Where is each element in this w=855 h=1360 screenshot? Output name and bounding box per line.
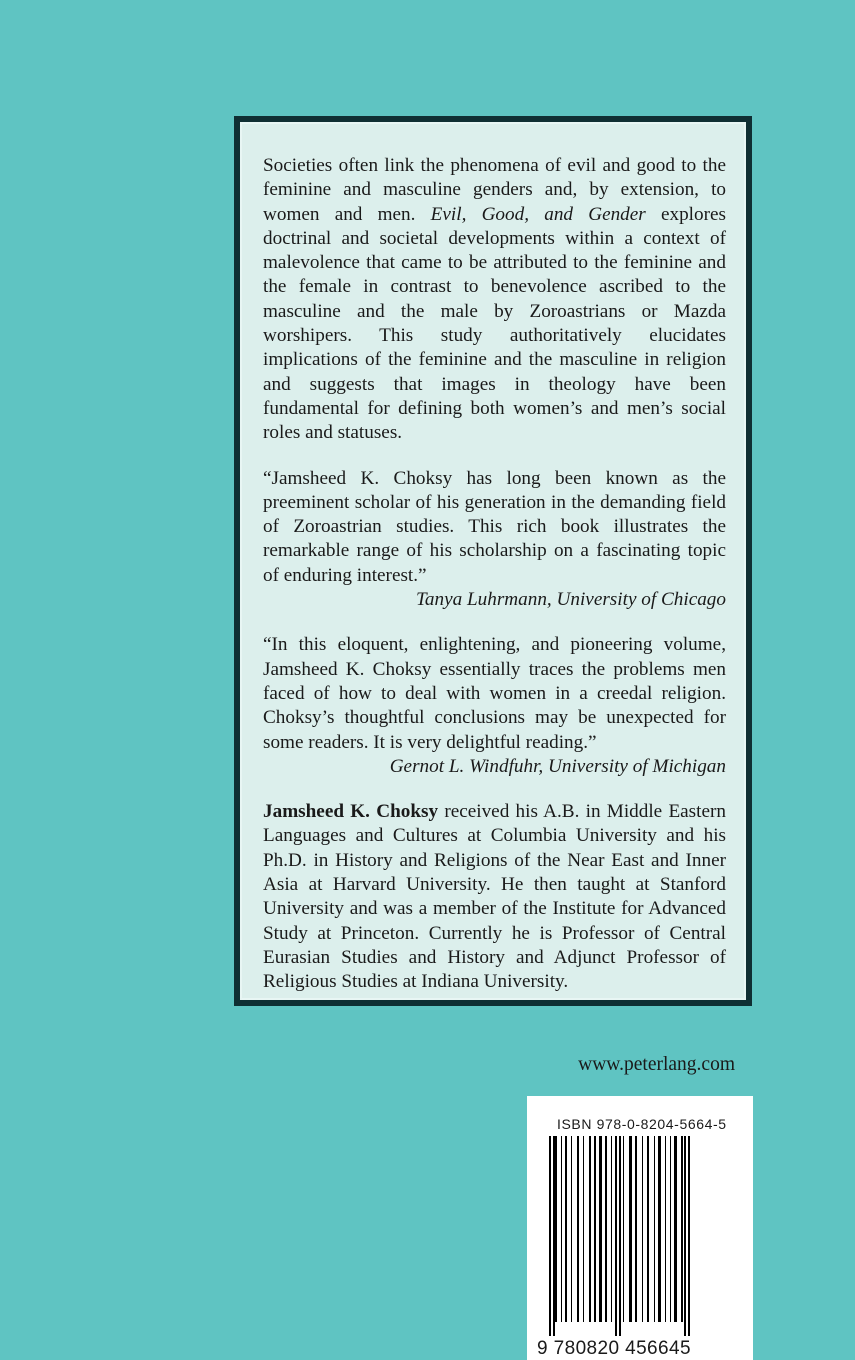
blurb-paragraph [263, 154, 726, 446]
quote-1-text: “Jamsheed K. Choksy has long been known as the preeminent scholar of his generation in the demanding field of Zoroastrian studies. This rich book illustrates the remarkable range of his scholarship on a fascinating topic of enduring interest.” [263, 467, 726, 586]
author-bio [263, 800, 726, 994]
barcode-area [527, 1096, 753, 1360]
quote-2-text: “In this eloquent, enlightening, and pioneering volume, Jamsheed K. Choksy essentially traces the problems men faced of how to deal with women in a creedal religion. Choksy’s thoughtful conclusions may be unexpected for some readers. It is very delightful reading.” [263, 634, 726, 753]
barcode-icon [537, 1136, 743, 1336]
barcode-digits: 9 780820 456645 [537, 1338, 691, 1359]
author-name: Jamsheed K. Choksy [263, 801, 439, 823]
quote-2-attribution: Gernot L. Windfuhr, University of Michigan [389, 755, 726, 777]
description-panel [234, 116, 752, 1006]
description-panel-inner [240, 122, 746, 1000]
blurb-text-start: Societies often link the phenomena of evil and good to the feminine and masculine genders and, by extension, to women and men. [263, 155, 726, 225]
isbn-label: ISBN 978-0-8204-5664-5 [557, 1116, 727, 1132]
author-bio-text: received his A.B. in Middle Eastern Languages and Cultures at Columbia University and his Ph.D. in History and Religions of the Near East and Inner Asia at Harvard University. He then taught at Stanford University and was a member of the Institute for Advanced Study at Princeton. Currently he is Professor of Central Eurasian Studies and History and Adjunct Professor of Religious Studies at Indiana University. [263, 801, 726, 993]
blurb-text-end: explores doctrinal and societal developments within a context of malevolence that came to be attributed to the feminine and the female in contrast to benevolence ascribed to the masculine and the male by Zoroastrians or Mazda worshipers. This study authoritatively elucidates implications of the feminine and the masculine in religion and suggests that images in theology have been fundamental for defining both women’s and men’s social roles and statuses. [263, 203, 726, 444]
publisher-url: www.peterlang.com [578, 1054, 735, 1075]
book-title-italic: Evil, Good, and Gender [430, 203, 646, 225]
quote-1-attribution: Tanya Luhrmann, University of Chicago [415, 589, 726, 611]
